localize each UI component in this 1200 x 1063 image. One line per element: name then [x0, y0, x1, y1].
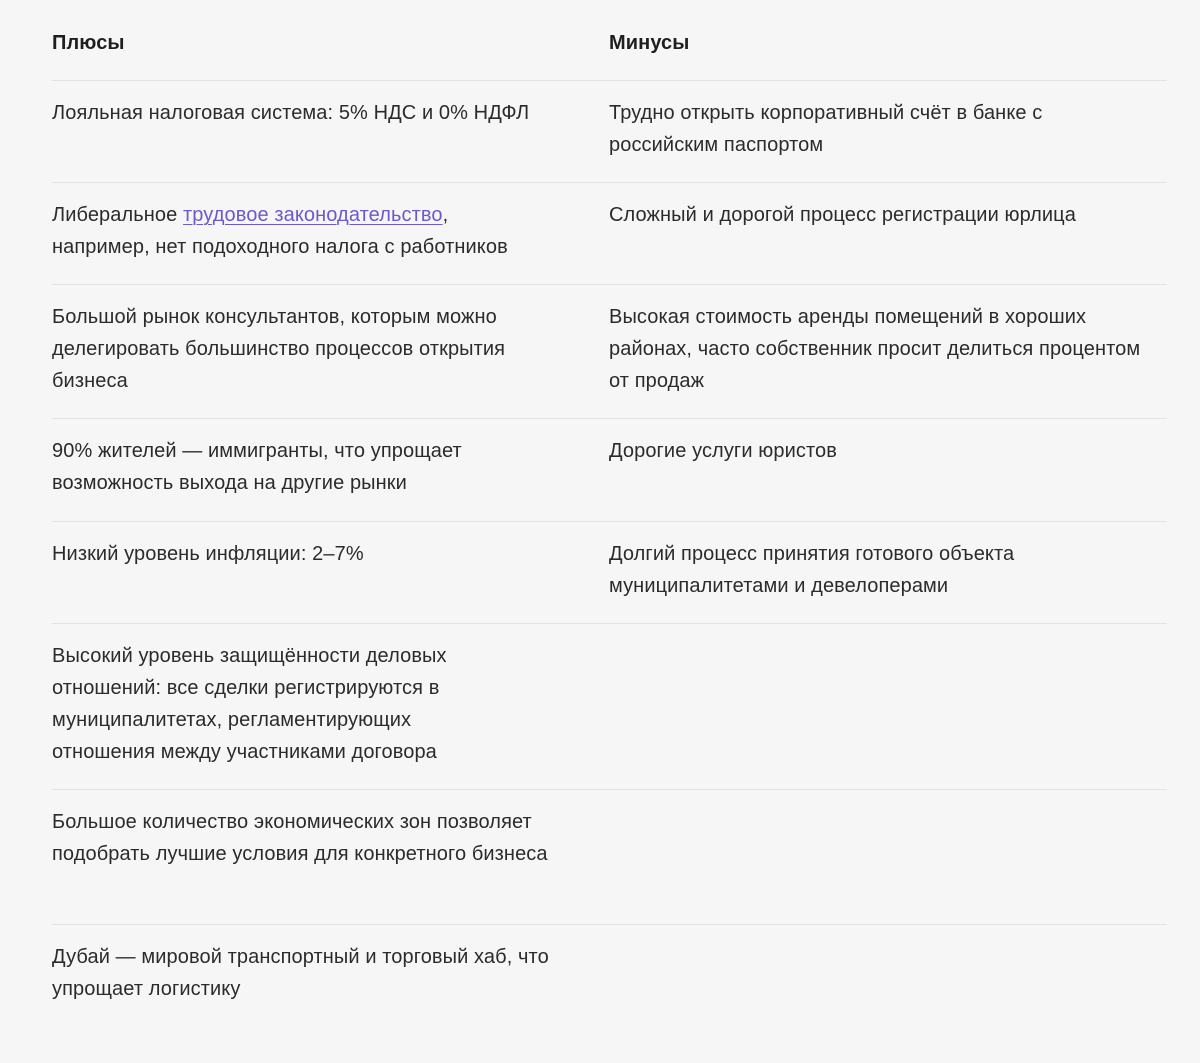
- labor-law-link[interactable]: трудовое законодательство: [183, 204, 443, 226]
- pro-cell: [52, 419, 609, 521]
- pro-text-before: Либеральное: [52, 204, 184, 226]
- table-row: [52, 925, 1167, 1035]
- pro-text: Дубай — мировой транспортный и торговый хаб, что упрощает логистику: [52, 946, 549, 1000]
- table-row: [52, 624, 1167, 790]
- header-pros: Плюсы: [52, 32, 125, 54]
- table-row: [52, 285, 1167, 419]
- pro-text: Лояльная налоговая система: 5% НДС и 0% НДФЛ: [52, 102, 530, 124]
- pros-cons-table: [52, 0, 1167, 1035]
- con-cell: Долгий процесс принятия готового объекта муниципалитетами и девелоперами: [609, 543, 1015, 597]
- table-row: [52, 81, 1167, 183]
- pro-cell: [52, 285, 609, 418]
- pro-cell: [52, 624, 609, 789]
- pro-cell: [52, 183, 609, 284]
- pro-cell: [52, 81, 609, 182]
- pro-text: Низкий уровень инфляции: 2–7%: [52, 543, 364, 565]
- con-cell: Сложный и дорогой процесс регистрации юрлица: [609, 204, 1076, 226]
- pro-text: Большой рынок консультантов, которым можно делегировать большинство процессов открытия бизнеса: [52, 306, 506, 392]
- con-cell: Трудно открыть корпоративный счёт в банке с российским паспортом: [609, 102, 1043, 156]
- con-cell: Дорогие услуги юристов: [609, 440, 837, 462]
- con-cell: [609, 925, 1167, 1035]
- pro-cell: [52, 522, 609, 623]
- pro-text-after: , например, нет подоходного налога с работников: [52, 204, 508, 258]
- pro-cell: [52, 790, 609, 924]
- con-cell: [609, 790, 1167, 924]
- table-header-row: [52, 0, 1167, 81]
- table-row: [52, 419, 1167, 522]
- table-row: [52, 522, 1167, 624]
- con-cell: [609, 624, 1167, 789]
- header-cons: Минусы: [609, 32, 690, 54]
- table-row: [52, 183, 1167, 285]
- table-row: [52, 790, 1167, 925]
- pro-cell: [52, 925, 609, 1035]
- pro-text: Высокий уровень защищённости деловых отношений: все сделки регистрируются в муниципалитетах, регламентирующих отношения между участниками договора: [52, 645, 447, 763]
- pro-text: 90% жителей — иммигранты, что упрощает возможность выхода на другие рынки: [52, 440, 462, 494]
- con-cell: Высокая стоимость аренды помещений в хороших районах, часто собственник просит делиться процентом от продаж: [609, 306, 1141, 392]
- pro-text: Большое количество экономических зон позволяет подобрать лучшие условия для конкретного бизнеса: [52, 811, 548, 865]
